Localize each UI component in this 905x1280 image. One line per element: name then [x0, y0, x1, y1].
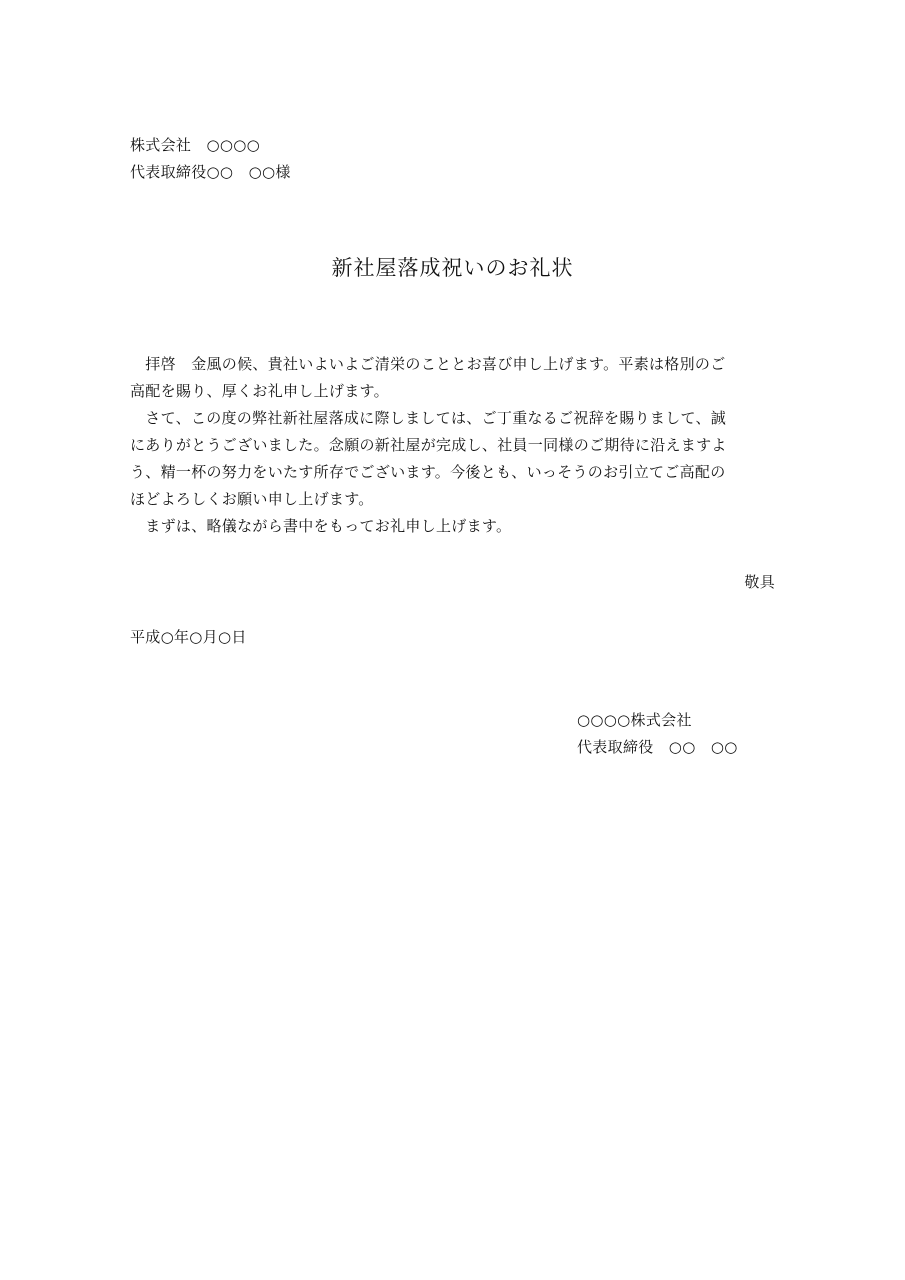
sender-company: ○○○○株式会社 [577, 711, 692, 729]
document-title: 新社屋落成祝いのお礼状 [331, 256, 574, 280]
recipient-person: 代表取締役○○ ○○様 [130, 163, 291, 181]
body-line: 拝啓 金風の候、貴社いよいよご清栄のこととお喜び申し上げます。平素は格別のご [130, 355, 726, 373]
body-line: にありがとうございました。念願の新社屋が完成し、社員一同様のご期待に沿えますよ [130, 436, 727, 454]
body-line: まずは、略儀ながら書中をもってお礼申し上げます。 [130, 517, 512, 535]
closing-remark: 敬具 [744, 573, 775, 591]
body-line: う、精一杯の努力をいたす所存でございます。今後とも、いっそうのお引立てご高配の [130, 463, 726, 481]
letter-date: 平成○年○月○日 [130, 628, 247, 646]
body-line: 高配を賜り、厚くお礼申し上げます。 [130, 382, 389, 400]
body-line: さて、この度の弊社新社屋落成に際しましては、ご丁重なるご祝辞を賜りまして、誠 [130, 409, 727, 427]
body-line: ほどよろしくお願い申し上げます。 [130, 490, 374, 508]
sender-person: 代表取締役 ○○ ○○ [577, 738, 738, 756]
recipient-company: 株式会社 ○○○○ [130, 136, 261, 154]
